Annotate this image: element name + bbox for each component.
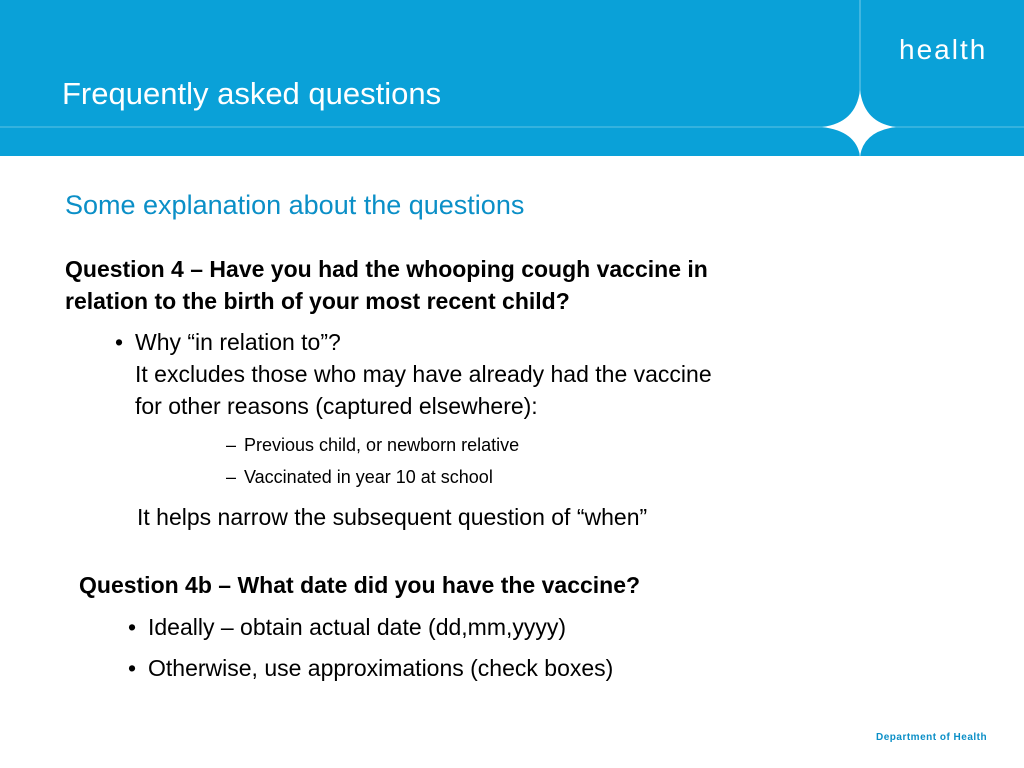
sub-item-text: Vaccinated in year 10 at school — [244, 467, 493, 487]
question-4-heading — [65, 253, 708, 317]
dash-icon: – — [226, 467, 237, 487]
bullet-dot-icon: • — [128, 655, 137, 681]
bullet-dot-icon: • — [128, 614, 137, 640]
dash-icon: – — [226, 435, 237, 455]
section-subtitle: Some explanation about the questions — [65, 190, 525, 220]
sub-item-vaccinated-year-10 — [226, 465, 646, 491]
sub-item-previous-child — [226, 433, 646, 459]
slide-title: Frequently asked questions — [62, 76, 442, 111]
bullet-text: Otherwise, use approximations (check boxes) — [148, 655, 614, 681]
bullet-ideally-actual-date — [128, 611, 768, 643]
star-sparkle-icon — [822, 90, 896, 156]
bullet-line1: Why “in relation to”? — [135, 329, 341, 355]
question-4-heading-line1: Question 4 – Have you had the whooping cough vaccine in — [65, 256, 708, 282]
bullet-why-in-relation — [115, 326, 855, 426]
footer-organization: Department of Health — [876, 732, 988, 743]
question-4-note: It helps narrow the subsequent question of “when” — [137, 504, 648, 530]
bullet-text — [135, 326, 712, 422]
bullet-line3: for other reasons (captured elsewhere): — [135, 393, 538, 419]
question-4-heading-line2: relation to the birth of your most recent child? — [65, 288, 570, 314]
question-4b-heading: Question 4b – What date did you have the vaccine? — [79, 572, 641, 598]
bullet-otherwise-approximations — [128, 652, 768, 684]
sub-item-text: Previous child, or newborn relative — [244, 435, 520, 455]
slide-header — [0, 0, 1024, 156]
bullet-dot-icon: • — [115, 329, 124, 355]
brand-logo-text: health — [899, 34, 988, 65]
bullet-text: Ideally – obtain actual date (dd,mm,yyyy) — [148, 614, 567, 640]
bullet-line2: It excludes those who may have already had the vaccine — [135, 361, 712, 387]
